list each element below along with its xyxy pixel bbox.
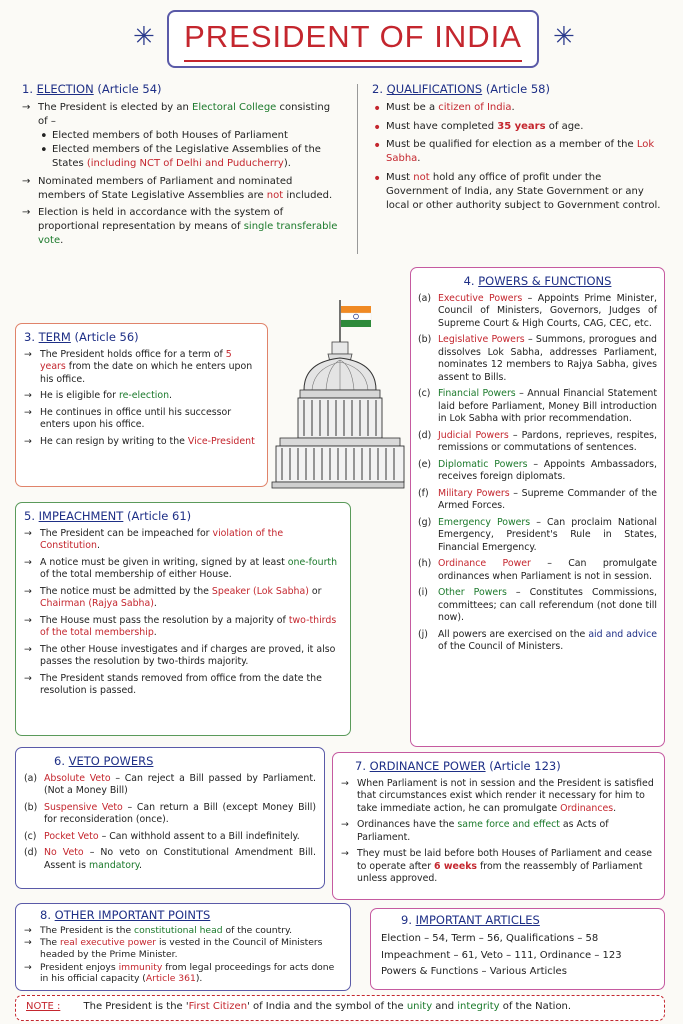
list-item: • Must be a citizen of India.	[372, 101, 662, 115]
section-heading: 3. TERM (Article 56)	[24, 330, 139, 344]
section-heading: 7. ORDINANCE POWER (Article 123)	[355, 759, 561, 773]
list-item: → He continues in office until his successor enters upon his office.	[24, 407, 259, 432]
sub-item: • Elected members of the Legislative Assemblies of the States (including NCT of Delhi and Puducherry).	[38, 143, 340, 171]
note-label: NOTE :	[26, 1001, 61, 1012]
list-item: (a) Executive Powers – Appoints Prime Minister, Council of Ministers, Governors, Judges of Supreme Court & High Courts, CAG, CEC, etc.	[418, 292, 657, 329]
section-heading: 9. IMPORTANT ARTICLES	[401, 913, 540, 927]
parliament-dome-icon	[270, 298, 406, 494]
list-item: → He is eligible for re-election.	[24, 390, 259, 403]
section-election	[22, 82, 340, 252]
page-title: PRESIDENT OF INDIA	[184, 16, 522, 62]
column-divider	[357, 84, 358, 254]
list-item: → They must be laid before both Houses of Parliament and cease to operate after 6 weeks from the reassembly of Parliament unless approved.	[341, 848, 656, 886]
list-item: → The President can be impeached for violation of the Constitution.	[24, 528, 342, 553]
list-item: (d) Judicial Powers – Pardons, reprieves, respites, remissions or commutations of sentences.	[418, 429, 657, 454]
list-item: (e) Diplomatic Powers – Appoints Ambassadors, receives foreign diplomats.	[418, 458, 658, 483]
list-item: → The real executive power is vested in the Council of Ministers headed by the Prime Minister.	[24, 937, 342, 960]
list-item: → The House must pass the resolution by a majority of two-thirds of the total membership.	[24, 615, 342, 640]
list-item: (b) Legislative Powers – Summons, prorogues and dissolves Lok Sabha, addresses Parliament, nominates 12 members to Rajya Sabha, gives assent to Bills.	[418, 334, 657, 383]
articles-line: Powers & Functions – Various Articles	[381, 966, 567, 978]
articles-line: Impeachment – 61, Veto – 111, Ordinance – 123	[381, 949, 622, 961]
title-box	[167, 10, 539, 68]
section-ordinance	[332, 752, 665, 900]
list-item: (g) Emergency Powers – Can proclaim National Emergency, President's Rule in States, Financial Emergency.	[418, 516, 657, 553]
note-text: The President is the 'First Citizen' of India and the symbol of the unity and integrity of the Nation.	[83, 1001, 572, 1012]
section-heading: 1. ELECTION (Article 54)	[22, 82, 162, 96]
section-heading: 4. POWERS & FUNCTIONS	[463, 274, 612, 288]
list-item: (f) Military Powers – Supreme Commander of the Armed Forces.	[418, 487, 657, 512]
list-item: → Nominated members of Parliament and nominated members of State Legislative Assemblies are not included.	[22, 175, 340, 203]
list-item: (h) Ordinance Power – Can promulgate ordinances when Parliament is not in session.	[418, 558, 658, 582]
section-heading: 5. IMPEACHMENT (Article 61)	[24, 509, 192, 523]
list-item: → President enjoys immunity from legal proceedings for acts done in his official capacity (Article 361).	[24, 962, 342, 985]
list-item: → Ordinances have the same force and effect as Acts of Parliament.	[341, 819, 656, 844]
list-item: (d) No Veto – No veto on Constitutional Amendment Bill. Assent is mandatory.	[24, 847, 317, 871]
section-heading: 2. QUALIFICATIONS (Article 58)	[372, 82, 550, 96]
india-flag-icon	[340, 300, 371, 342]
section-heading: 6. VETO POWERS	[54, 754, 154, 768]
list-item: → The President stands removed from office from the date the resolution is passed.	[24, 673, 342, 698]
list-item: → Election is held in accordance with the system of proportional representation by means of single transferable vote.	[22, 206, 340, 247]
section-term	[15, 323, 268, 487]
list-item: (c) Pocket Veto – Can withhold assent to a Bill indefinitely.	[24, 830, 300, 842]
section-other-points	[15, 903, 351, 991]
list-item: → The other House investigates and if charges are proved, it also passes the resolution by two-thirds majority.	[24, 644, 342, 669]
list-item: → When Parliament is not in session and the President is satisfied that circumstances exist which render it necessary for him to take immediate action, he can promulgate Ordinances.	[341, 778, 656, 816]
list-item: (i) Other Powers – Constitutes Commissions, committees; can call referendum (not done till now).	[418, 587, 658, 624]
list-item: • Must not hold any office of profit under the Government of India, any State Government or any local or other authority subject to Government control.	[372, 171, 662, 212]
articles-line: Election – 54, Term – 56, Qualifications – 58	[381, 932, 599, 944]
list-item: (c) Financial Powers – Annual Financial Statement laid before Parliament, Money Bill introduction in Lok Sabha with prior recommendation.	[418, 388, 657, 425]
list-item: → A notice must be given in writing, signed by at least one-fourth of the total membership of either House.	[24, 557, 342, 582]
list-item: → The President is the constitutional head of the country.	[24, 925, 342, 937]
section-impeachment	[15, 502, 351, 736]
list-item: • Must have completed 35 years of age.	[372, 120, 662, 134]
list-item: → The President is elected by an Electoral College consisting of – • Elected members of both Houses of Parliament • Elected members of the Legislative Assemblies of the States (including NCT of Delhi and Puducherry).	[22, 101, 340, 171]
note-box	[15, 995, 665, 1021]
section-important-articles	[370, 908, 665, 990]
list-item: → The President holds office for a term of 5 years from the date on which he enters upon his office.	[24, 349, 259, 387]
list-item: → He can resign by writing to the Vice-President	[24, 436, 259, 449]
list-item: → The notice must be admitted by the Speaker (Lok Sabha) or Chairman (Rajya Sabha).	[24, 586, 342, 611]
list-item: (b) Suspensive Veto – Can return a Bill (except Money Bill) for reconsideration (once).	[24, 801, 317, 826]
list-item: • Must be qualified for election as a member of the Lok Sabha.	[372, 138, 662, 166]
list-item: (a) Absolute Veto – Can reject a Bill passed by Parliament. (Not a Money Bill)	[24, 772, 316, 797]
section-qualifications	[372, 82, 662, 217]
section-powers	[410, 267, 665, 747]
asterisk-icon: ✳	[133, 22, 155, 52]
section-veto	[15, 747, 325, 889]
asterisk-icon: ✳	[553, 22, 575, 52]
section-heading: 8. OTHER IMPORTANT POINTS	[40, 908, 211, 922]
sub-item: • Elected members of both Houses of Parliament	[38, 129, 340, 143]
list-item: (j) All powers are exercised on the aid and advice of the Council of Ministers.	[418, 628, 658, 653]
